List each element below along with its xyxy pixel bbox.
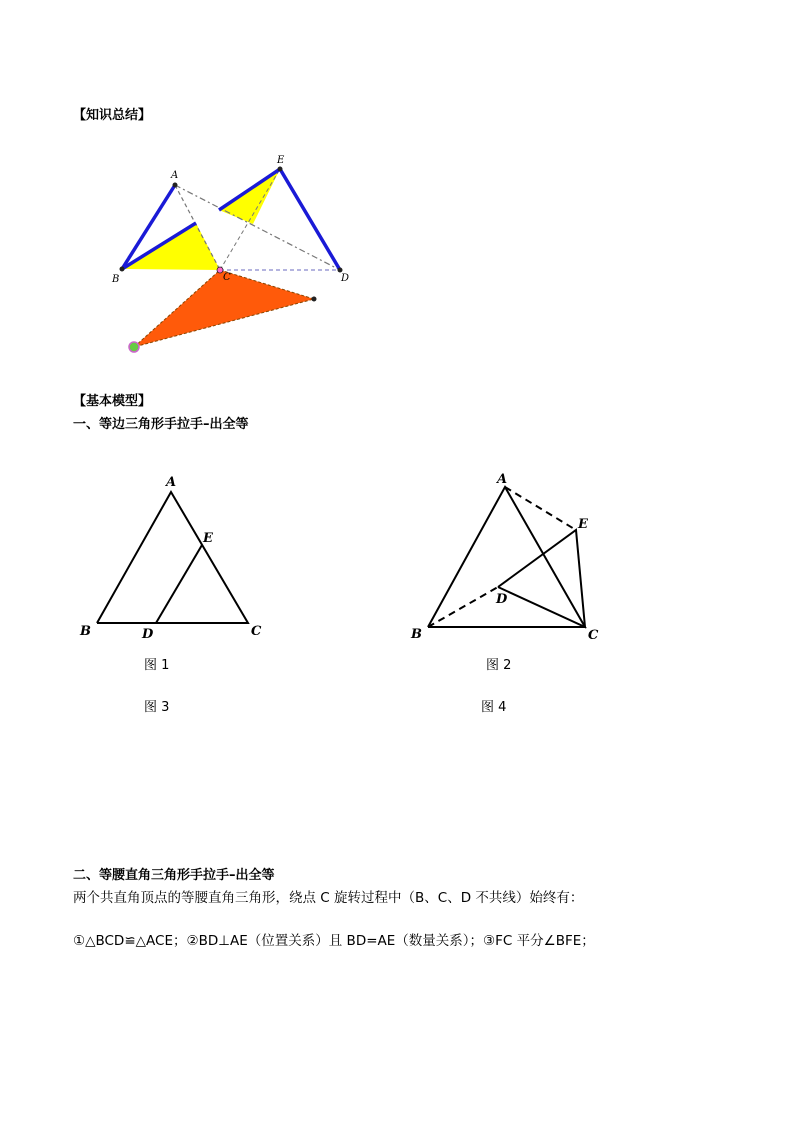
fig1-label-b: B [80, 624, 91, 639]
point-a [173, 183, 178, 188]
fig1-label-e: E [203, 531, 213, 546]
label-c: C [223, 272, 231, 283]
section-summary-heading: 【知识总结】 [73, 108, 152, 123]
heading-isosceles-right: 二、等腰直角三角形手拉手–出全等 [73, 868, 275, 883]
fig1-label-c: C [251, 624, 262, 639]
caption-fig3: 图 3 [144, 700, 170, 715]
caption-fig2: 图 2 [486, 658, 512, 673]
figure-2 [408, 465, 608, 645]
label-e: E [277, 155, 285, 166]
fig2-label-e: E [578, 517, 588, 532]
label-a: A [171, 170, 179, 181]
fig1-label-a: A [166, 475, 177, 490]
point-b [120, 267, 125, 272]
colored-handshake-figure [100, 148, 370, 363]
caption-fig4: 图 4 [481, 700, 507, 715]
triangle-abc [97, 492, 248, 623]
paragraph-conclusions: ①△BCD≌△ACE；②BD⊥AE（位置关系）且 BD=AE（数量关系）；③FC 平分∠BFE； [73, 933, 595, 949]
point-d [338, 268, 343, 273]
figure-1 [78, 470, 268, 645]
segment-de [156, 545, 202, 623]
dashed-line-ce [220, 169, 280, 270]
fig1-label-d: D [142, 627, 154, 642]
fig2-label-b: B [411, 627, 422, 642]
heading-equilateral: 一、等边三角形手拉手–出全等 [73, 417, 249, 432]
point-orange-tip [312, 297, 317, 302]
fig2-label-c: C [588, 628, 599, 643]
fig2-label-d: D [496, 592, 508, 607]
dashed-ae [505, 487, 576, 530]
point-e [278, 167, 283, 172]
fig2-label-a: A [497, 472, 508, 487]
triangle-dec [498, 530, 585, 627]
section-basic-heading: 【基本模型】 [73, 394, 152, 409]
paragraph-rotation: 两个共直角顶点的等腰直角三角形，绕点 C 旋转过程中（B、C、D 不共线）始终有： [73, 890, 584, 906]
green-rotation-point [129, 342, 139, 352]
label-b: B [112, 274, 120, 285]
label-d: D [341, 273, 350, 284]
caption-fig1: 图 1 [144, 658, 170, 673]
blue-line-ce-ed [219, 169, 340, 270]
